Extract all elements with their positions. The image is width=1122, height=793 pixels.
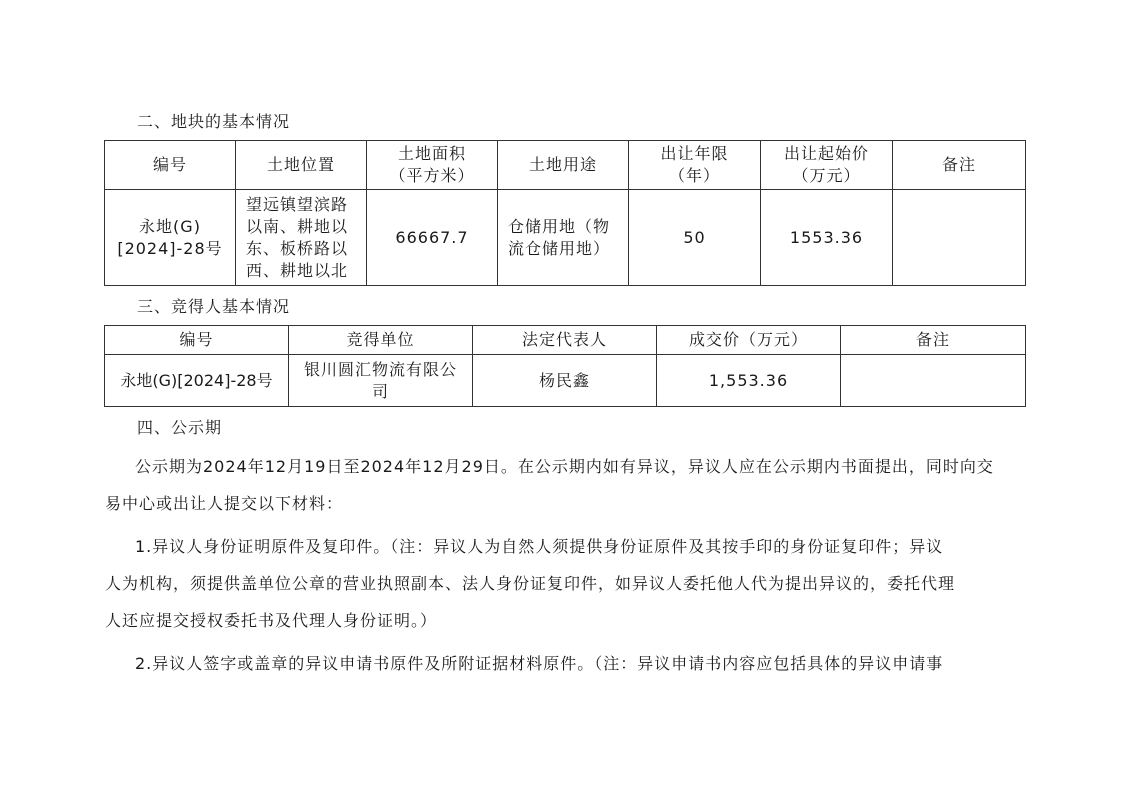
- land-note: [893, 190, 1026, 286]
- paragraph-line: 公示期为2024年12月19日至2024年12月29日。在公示期内如有异议，异议人应在公示期内书面提出，同时向交: [135, 457, 994, 476]
- winner-code: 永地(G)[2024]-28号: [105, 355, 289, 407]
- paragraph-line: 人还应提交授权委托书及代理人身份证明。）: [105, 611, 438, 630]
- header-location: 土地位置: [236, 141, 367, 190]
- land-info-table: [104, 140, 1026, 286]
- land-start-price: 1553.36: [761, 190, 893, 286]
- winner-note: [841, 355, 1026, 407]
- header-winner: 竞得单位: [289, 326, 473, 355]
- winner-info-table: [104, 325, 1026, 407]
- material-item-1: [105, 528, 1025, 639]
- land-years: 50: [629, 190, 761, 286]
- section4-heading: 四、公示期: [137, 418, 223, 437]
- land-area: 66667.7: [367, 190, 498, 286]
- paragraph-line: 2.异议人签字或盖章的异议申请书原件及所附证据材料原件。（注：异议申请书内容应包括具体的异议申请事: [135, 654, 944, 673]
- header-legal-rep: 法定代表人: [473, 326, 657, 355]
- section3-heading: 三、竞得人基本情况: [137, 297, 291, 316]
- winner-table-header-row: [105, 326, 1026, 355]
- table-row: [105, 355, 1026, 407]
- publicity-period-paragraph: [105, 448, 1025, 522]
- header-start-price: 出让起始价 （万元）: [761, 141, 893, 190]
- header-years: 出让年限 （年）: [629, 141, 761, 190]
- land-location: 望远镇望滨路 以南、耕地以 东、板桥路以 西、耕地以北: [236, 190, 367, 286]
- header-code: 编号: [105, 141, 236, 190]
- paragraph-line: 易中心或出让人提交以下材料：: [105, 494, 344, 513]
- section2-heading: 二、地块的基本情况: [137, 112, 291, 131]
- land-use: 仓储用地（物 流仓储用地）: [498, 190, 629, 286]
- header-code: 编号: [105, 326, 289, 355]
- winner-legal-rep: 杨民鑫: [473, 355, 657, 407]
- land-table-header-row: [105, 141, 1026, 190]
- header-note: 备注: [893, 141, 1026, 190]
- winner-deal-price: 1,553.36: [657, 355, 841, 407]
- header-use: 土地用途: [498, 141, 629, 190]
- material-item-2: [105, 645, 1025, 682]
- winner-company: 银川圆汇物流有限公 司: [289, 355, 473, 407]
- paragraph-line: 1.异议人身份证明原件及复印件。（注：异议人为自然人须提供身份证原件及其按手印的身份证复印件；异议: [135, 537, 944, 556]
- header-note: 备注: [841, 326, 1026, 355]
- table-row: [105, 190, 1026, 286]
- land-code: 永地(G) [2024]-28号: [105, 190, 236, 286]
- header-area: 土地面积 （平方米）: [367, 141, 498, 190]
- header-deal-price: 成交价（万元）: [657, 326, 841, 355]
- paragraph-line: 人为机构，须提供盖单位公章的营业执照副本、法人身份证复印件，如异议人委托他人代为提出异议的，委托代理: [105, 574, 956, 593]
